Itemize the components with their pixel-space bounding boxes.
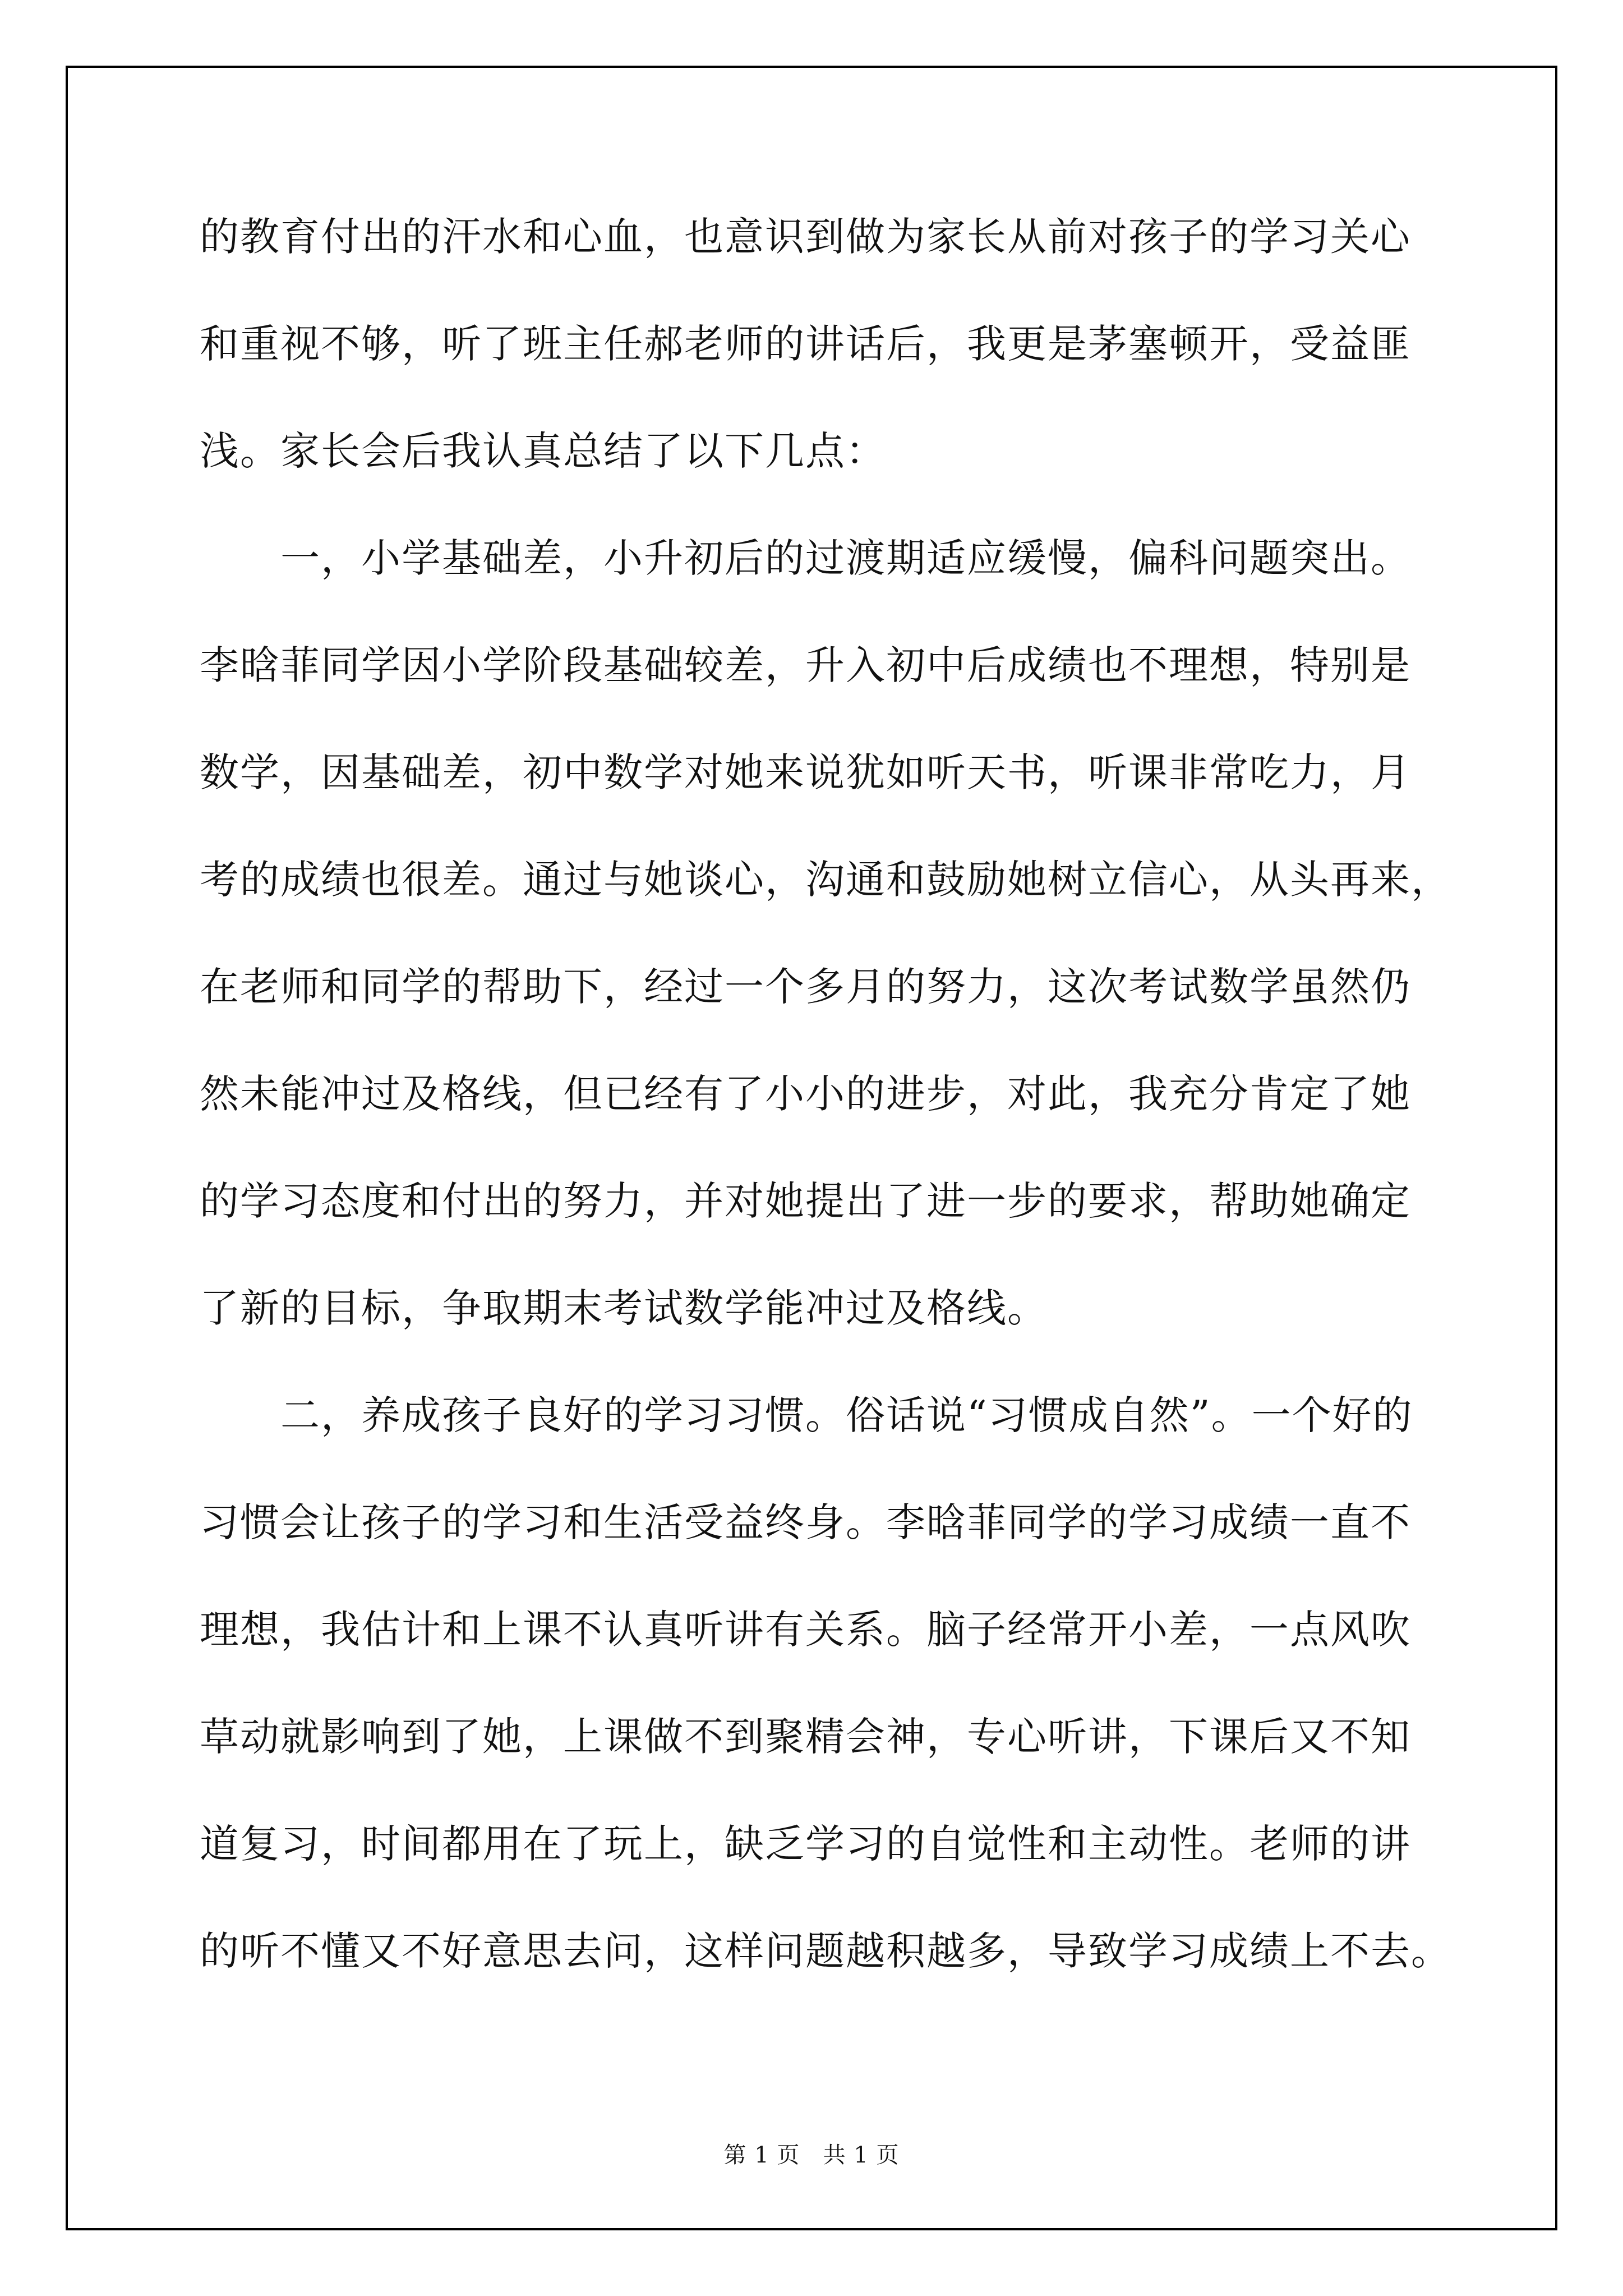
paragraph-start-line: 一，小学基础差，小升初后的过渡期适应缓慢，偏科问题突出。: [280, 535, 1411, 581]
text-line: 数学，因基础差，初中数学对她来说犹如听天书，听课非常吃力，月: [200, 749, 1411, 795]
text-line: 的教育付出的汗水和心血，也意识到做为家长从前对孩子的学习关心: [200, 214, 1411, 260]
text-line: 然未能冲过及格线，但已经有了小小的进步，对此，我充分肯定了她: [200, 1071, 1411, 1117]
text-line: 草动就影响到了她，上课做不到聚精会神，专心听讲，下课后又不知: [200, 1714, 1411, 1760]
text-line: 道复习，时间都用在了玩上，缺乏学习的自觉性和主动性。老师的讲: [200, 1821, 1411, 1867]
document-body: [200, 210, 1461, 2031]
text-line: 浅。家长会后我认真总结了以下几点：: [200, 428, 886, 474]
paragraph-start-line: 二，养成孩子良好的学习习惯。俗话说“习惯成自然”。一个好的: [280, 1392, 1413, 1438]
text-line: 的学习态度和付出的努力，并对她提出了进一步的要求，帮助她确定: [200, 1178, 1411, 1224]
text-line: 在老师和同学的帮助下，经过一个多月的努力，这次考试数学虽然仍: [200, 964, 1411, 1010]
page-footer: 第 1 页 共 1 页: [723, 2142, 900, 2168]
text-line: 李晗菲同学因小学阶段基础较差，升入初中后成绩也不理想，特别是: [200, 642, 1411, 688]
text-line: 了新的目标，争取期末考试数学能冲过及格线。: [200, 1285, 1048, 1331]
text-line: 理想，我估计和上课不认真听讲有关系。脑子经常开小差，一点风吹: [200, 1607, 1411, 1653]
text-line: 考的成绩也很差。通过与她谈心，沟通和鼓励她树立信心，从头再来，: [200, 857, 1451, 903]
text-line: 习惯会让孩子的学习和生活受益终身。李晗菲同学的学习成绩一直不: [200, 1499, 1411, 1545]
text-line: 和重视不够，听了班主任郝老师的讲话后，我更是茅塞顿开，受益匪: [200, 321, 1411, 367]
text-line: 的听不懂又不好意思去问，这样问题越积越多，导致学习成绩上不去。: [200, 1928, 1451, 1974]
